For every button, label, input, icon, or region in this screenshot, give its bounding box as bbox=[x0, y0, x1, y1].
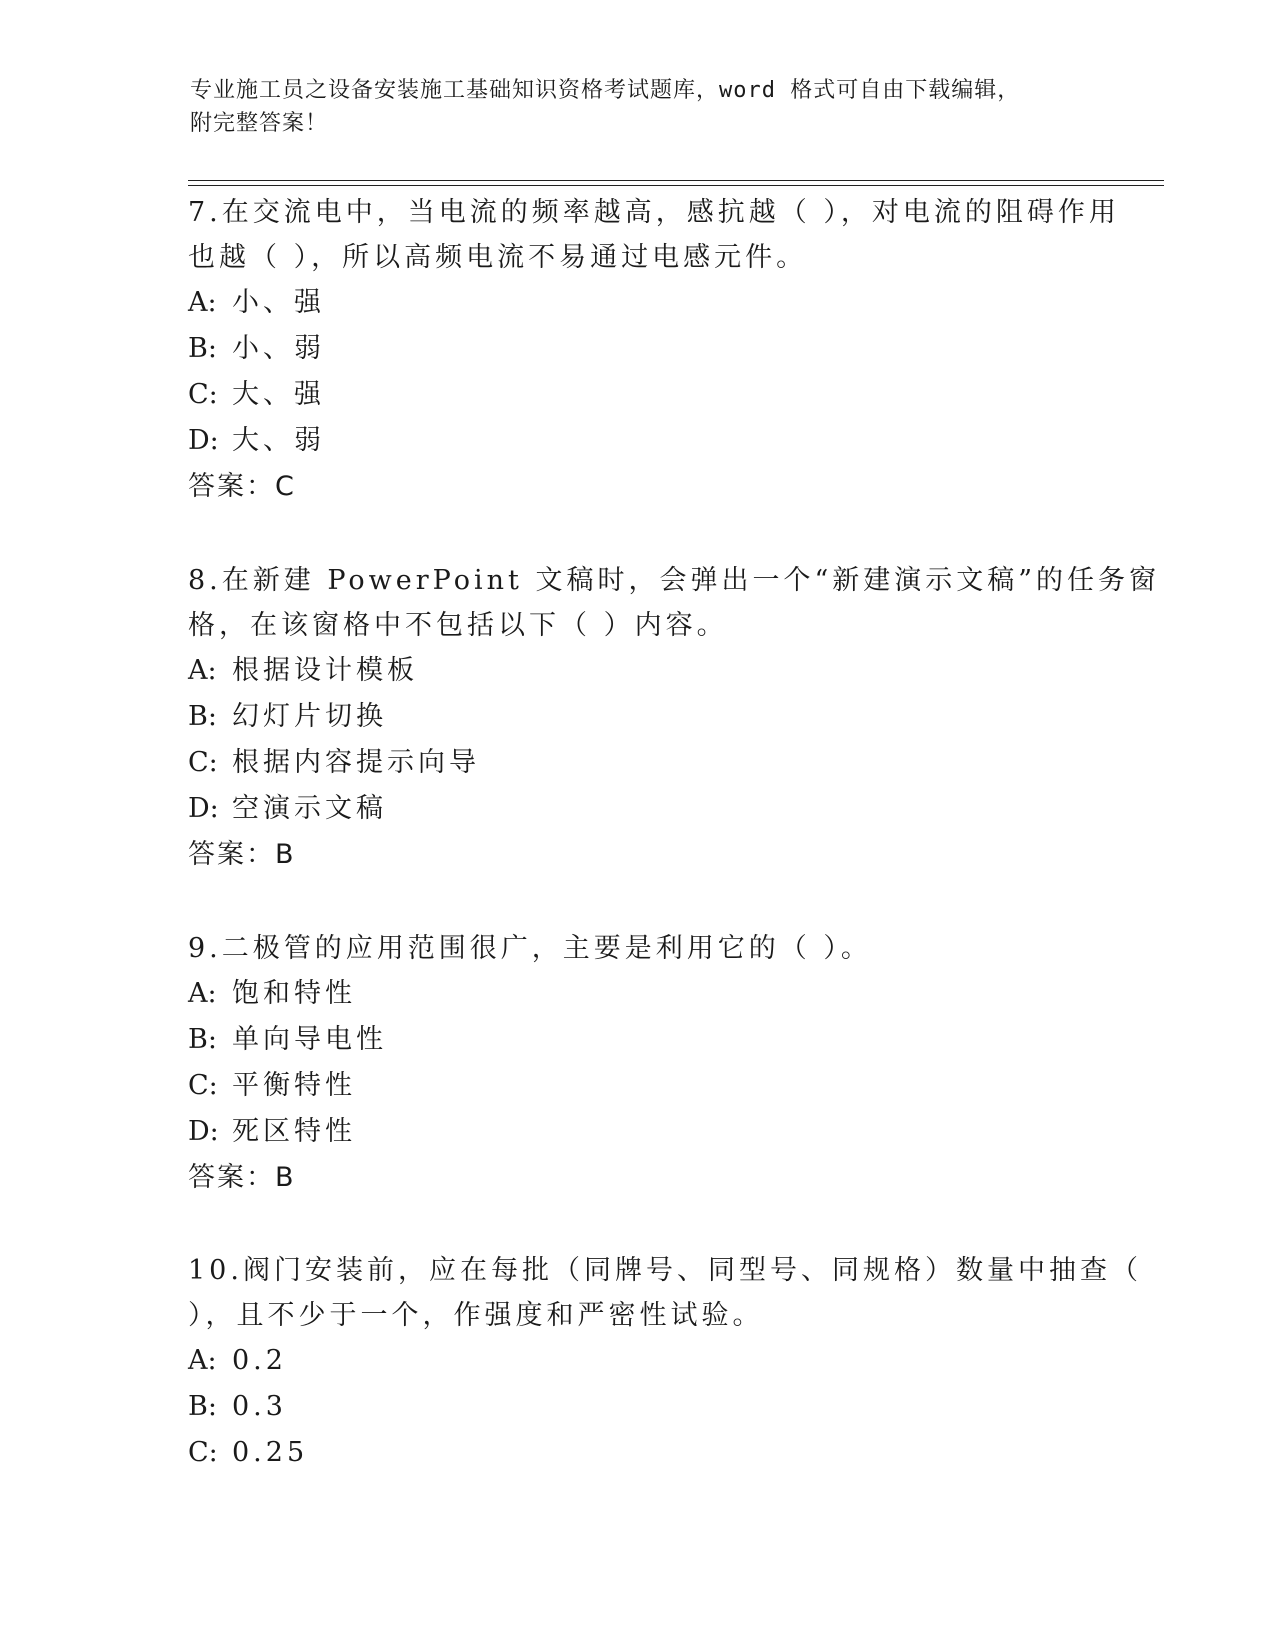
answer-line: 答案：B bbox=[188, 1162, 296, 1193]
option-key: D: bbox=[188, 793, 219, 824]
question-stem-line: 7.在交流电中，当电流的频率越高，感抗越（ ），对电流的阻碍作用 bbox=[188, 197, 1120, 228]
option-text: 0.3 bbox=[232, 1391, 287, 1422]
option-text: 根据内容提示向导 bbox=[232, 747, 480, 778]
option-key: C: bbox=[188, 747, 218, 778]
question-9 bbox=[188, 926, 1088, 1201]
option-a bbox=[188, 1338, 1088, 1384]
option-text: 死区特性 bbox=[232, 1116, 356, 1147]
option-key: A: bbox=[188, 978, 217, 1009]
option-text: 大、强 bbox=[232, 379, 325, 410]
option-text: 大、弱 bbox=[232, 425, 325, 456]
option-text: 0.2 bbox=[232, 1345, 287, 1376]
option-key: B: bbox=[188, 1391, 217, 1422]
question-stem-line: 10.阀门安装前，应在每批（同牌号、同型号、同规格）数量中抽查（ bbox=[188, 1255, 1142, 1286]
option-c bbox=[188, 1063, 1088, 1109]
header-line-1: 专业施工员之设备安装施工基础知识资格考试题库，word 格式可自由下载编辑， bbox=[190, 78, 1021, 103]
option-key: B: bbox=[188, 701, 217, 732]
header-divider-bottom bbox=[188, 185, 1164, 186]
option-a bbox=[188, 971, 1088, 1017]
option-text: 0.25 bbox=[232, 1437, 309, 1468]
question-10 bbox=[188, 1248, 1142, 1476]
question-stem-line: 8.在新建 PowerPoint 文稿时，会弹出一个“新建演示文稿”的任务窗 bbox=[188, 565, 1161, 596]
option-b bbox=[188, 694, 1088, 740]
question-stem-line: 也越（ ），所以高频电流不易通过电感元件。 bbox=[188, 242, 808, 273]
option-d bbox=[188, 1109, 1088, 1155]
option-text: 单向导电性 bbox=[232, 1024, 387, 1055]
option-key: B: bbox=[188, 333, 217, 364]
question-8 bbox=[188, 558, 1161, 878]
option-text: 空演示文稿 bbox=[232, 793, 387, 824]
option-d bbox=[188, 418, 1088, 464]
option-key: C: bbox=[188, 379, 218, 410]
option-text: 根据设计模板 bbox=[232, 655, 418, 686]
option-b bbox=[188, 326, 1088, 372]
option-key: C: bbox=[188, 1437, 218, 1468]
document-header bbox=[190, 74, 1090, 140]
option-key: A: bbox=[188, 287, 217, 318]
question-stem-line: ），且不少于一个，作强度和严密性试验。 bbox=[188, 1300, 764, 1331]
option-text: 小、弱 bbox=[232, 333, 325, 364]
option-text: 小、强 bbox=[232, 287, 325, 318]
header-line-2: 附完整答案！ bbox=[190, 111, 329, 136]
header-divider-top bbox=[188, 180, 1164, 181]
option-key: A: bbox=[188, 1345, 217, 1376]
option-key: B: bbox=[188, 1024, 217, 1055]
option-c bbox=[188, 740, 1088, 786]
option-text: 幻灯片切换 bbox=[232, 701, 387, 732]
answer-line: 答案：B bbox=[188, 839, 296, 870]
option-b bbox=[188, 1017, 1088, 1063]
option-b bbox=[188, 1384, 1088, 1430]
option-key: C: bbox=[188, 1070, 218, 1101]
option-d bbox=[188, 786, 1088, 832]
option-key: D: bbox=[188, 1116, 219, 1147]
option-a bbox=[188, 648, 1088, 694]
option-c bbox=[188, 1430, 1088, 1476]
option-a bbox=[188, 280, 1088, 326]
option-key: D: bbox=[188, 425, 219, 456]
question-7 bbox=[188, 190, 1120, 510]
option-text: 平衡特性 bbox=[232, 1070, 356, 1101]
option-text: 饱和特性 bbox=[232, 978, 356, 1009]
option-c bbox=[188, 372, 1088, 418]
option-key: A: bbox=[188, 655, 217, 686]
question-stem-line: 9.二极管的应用范围很广，主要是利用它的（ ）。 bbox=[188, 933, 872, 964]
answer-line: 答案：C bbox=[188, 471, 296, 502]
question-stem-line: 格，在该窗格中不包括以下（ ）内容。 bbox=[188, 610, 728, 641]
